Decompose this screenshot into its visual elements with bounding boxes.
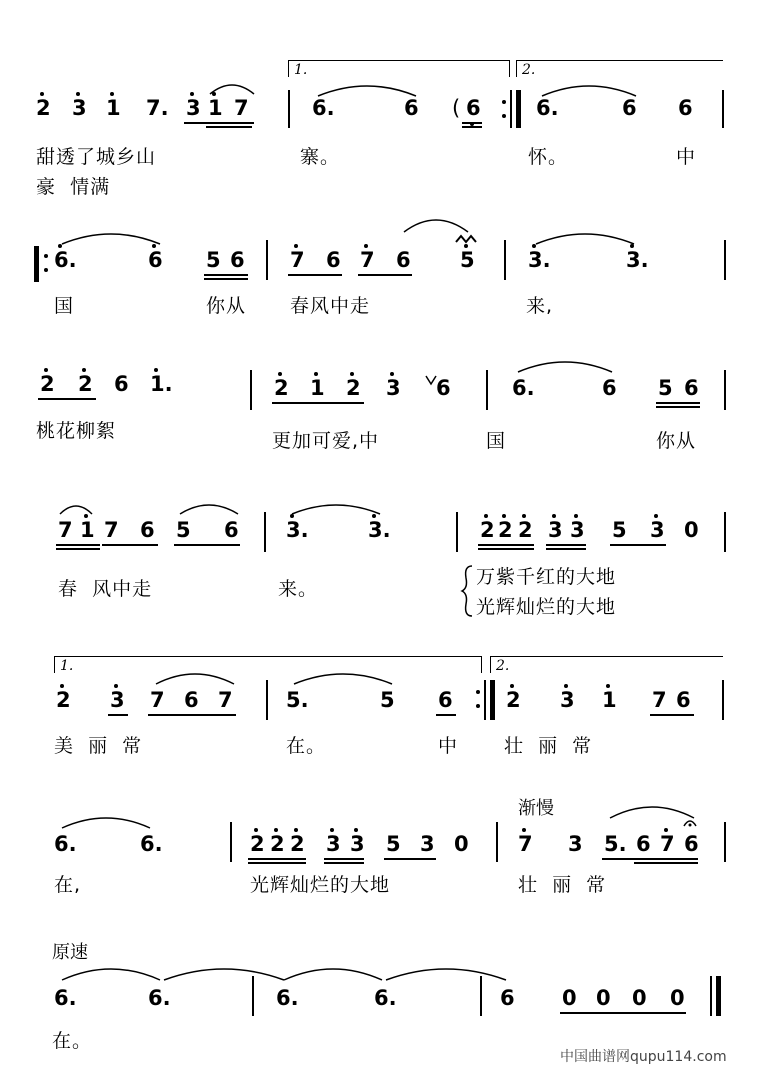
note: 5: [380, 688, 395, 712]
volta-label: 2.: [522, 62, 536, 78]
underline: [56, 548, 100, 550]
underline: [384, 858, 436, 860]
tie: [512, 356, 618, 376]
barline: [510, 90, 512, 128]
octave-dot: [190, 92, 194, 96]
barline: [722, 90, 724, 128]
note: 3: [72, 96, 87, 120]
barline: [496, 822, 498, 862]
tie: [288, 668, 398, 688]
lyric: 在。: [286, 735, 327, 757]
barline: [266, 680, 268, 720]
note: 6.: [276, 986, 299, 1010]
octave-dot: [522, 514, 526, 518]
octave-dot: [254, 828, 258, 832]
octave-dot: [40, 92, 44, 96]
underline: [148, 714, 236, 716]
tie: [56, 812, 156, 832]
underline: [174, 544, 240, 546]
lyric: 在。: [52, 1030, 93, 1052]
octave-dot: [278, 372, 282, 376]
octave-dot: [502, 514, 506, 518]
barline: [504, 240, 506, 280]
underline: [602, 858, 698, 860]
barline: [486, 370, 488, 410]
note: 2: [498, 518, 513, 542]
octave-dot: [564, 684, 568, 688]
underline: [324, 862, 364, 864]
note: 2: [346, 376, 361, 400]
note: 6: [622, 96, 637, 120]
note: 5.: [286, 688, 309, 712]
octave-dot: [110, 92, 114, 96]
note: 5: [460, 248, 475, 272]
octave-dot: [354, 828, 358, 832]
lyric: 春风中走: [290, 295, 371, 317]
lyric-brace: [460, 564, 474, 618]
note: 6: [326, 248, 341, 272]
underline: [108, 714, 128, 716]
note: 7: [652, 688, 667, 712]
note: 2: [56, 688, 71, 712]
tempo-marking: 渐慢: [518, 798, 554, 819]
repeat-dot: [44, 254, 48, 258]
note: 2: [506, 688, 521, 712]
note: 0: [596, 986, 611, 1010]
barline: [264, 512, 266, 552]
final-barline: [716, 976, 721, 1016]
tie: [380, 962, 512, 984]
note: 1: [602, 688, 617, 712]
octave-dot: [60, 684, 64, 688]
lyric: 你从: [206, 295, 247, 317]
note: 6.: [140, 832, 163, 856]
lyric: 怀。: [528, 146, 569, 168]
note: 6.: [312, 96, 335, 120]
note: 6.: [54, 832, 77, 856]
underline: [248, 858, 306, 860]
note: 6.: [512, 376, 535, 400]
note: 0: [684, 518, 699, 542]
barline: [252, 976, 254, 1016]
underline: [478, 544, 534, 546]
underline: [102, 544, 158, 546]
note: 6: [678, 96, 693, 120]
lyric: 中: [676, 146, 697, 168]
underline: [204, 278, 248, 280]
barline: [250, 370, 252, 410]
barline: [710, 976, 712, 1016]
underline: [546, 548, 586, 550]
note: 3: [110, 688, 125, 712]
note: 1: [208, 96, 223, 120]
note: 1.: [150, 372, 173, 396]
lyric: 来,: [526, 295, 554, 317]
barline: [288, 90, 290, 128]
note: 5: [658, 376, 673, 400]
note: 3: [326, 832, 341, 856]
barline: [484, 680, 486, 720]
tie: [286, 500, 386, 518]
note: 3.: [368, 518, 391, 542]
lyric: 壮 丽 常: [518, 874, 607, 896]
note: 7: [518, 832, 533, 856]
octave-dot: [522, 828, 526, 832]
underline: [272, 402, 364, 404]
note: 6: [404, 96, 419, 120]
lyric: 甜透了城乡山: [36, 146, 157, 168]
note: 1: [106, 96, 121, 120]
lyric: 豪 情满: [36, 176, 111, 198]
lyric: 你从: [656, 430, 697, 452]
octave-dot: [654, 514, 658, 518]
breath-mark: [424, 374, 438, 386]
volta-label: 1.: [60, 658, 74, 674]
underline: [204, 274, 248, 276]
note: 6.: [54, 248, 77, 272]
octave-dot: [364, 244, 368, 248]
barline: [456, 512, 458, 552]
barline: [480, 976, 482, 1016]
repeat-dot: [502, 114, 506, 118]
barline: [724, 370, 726, 410]
octave-dot: [390, 372, 394, 376]
fermata-icon: [682, 816, 698, 828]
lyric: 中: [438, 735, 459, 757]
note: 6: [230, 248, 245, 272]
note: 3: [650, 518, 665, 542]
underline: [462, 126, 482, 128]
note: 0: [632, 986, 647, 1010]
note: 3: [350, 832, 365, 856]
barline: [230, 822, 232, 862]
repeat-dot: [476, 690, 480, 694]
note: 5: [612, 518, 627, 542]
octave-dot: [552, 514, 556, 518]
tie: [56, 962, 166, 984]
note: 3.: [528, 248, 551, 272]
lyric: 寨。: [300, 146, 341, 168]
lyric: 国: [486, 430, 507, 452]
note: 0: [562, 986, 577, 1010]
tie: [530, 228, 640, 248]
barline: [724, 822, 726, 862]
octave-dot: [294, 828, 298, 832]
note: 2: [36, 96, 51, 120]
repeat-dot: [502, 100, 506, 104]
lyric: 国: [54, 295, 75, 317]
octave-dot: [114, 684, 118, 688]
lyric: 来。: [278, 578, 319, 600]
octave-dot: [44, 368, 48, 372]
note: 6: [396, 248, 411, 272]
note: 2: [518, 518, 533, 542]
barline: [724, 512, 726, 552]
volta-label: 1.: [294, 62, 308, 78]
volta-label: 2.: [496, 658, 510, 674]
tie: [278, 962, 388, 984]
note: 7: [58, 518, 73, 542]
note: 1: [80, 518, 95, 542]
tempo-marking: 原速: [52, 942, 88, 963]
slur: [206, 78, 258, 98]
slur: [400, 212, 472, 236]
note: 7: [104, 518, 119, 542]
note: 6.: [148, 986, 171, 1010]
volta-bracket-1: [54, 656, 482, 673]
note: 3: [420, 832, 435, 856]
lyric: 在,: [54, 874, 82, 896]
barline: [266, 240, 268, 280]
note: 6: [684, 832, 699, 856]
underline: [56, 544, 100, 546]
lyric: 美 丽 常: [54, 735, 143, 757]
note: 7: [234, 96, 249, 120]
note: 6: [438, 688, 453, 712]
octave-dot: [154, 368, 158, 372]
slur: [176, 500, 242, 518]
note: 0: [454, 832, 469, 856]
note: 7: [150, 688, 165, 712]
note: 1: [310, 376, 325, 400]
note: 6: [224, 518, 239, 542]
lyric: 万紫千红的大地: [476, 566, 617, 588]
octave-dot: [350, 372, 354, 376]
note: 3.: [626, 248, 649, 272]
underline: [358, 274, 412, 276]
note: 3: [548, 518, 563, 542]
underline: [436, 714, 456, 716]
lyric: 壮 丽 常: [504, 735, 593, 757]
volta-bracket-2: [516, 60, 723, 77]
note: 2: [270, 832, 285, 856]
octave-dot: [606, 684, 610, 688]
underline: [462, 122, 482, 124]
underline: [650, 714, 694, 716]
site-watermark: 中国曲谱网qupu114.com: [560, 1049, 727, 1065]
note: 5: [206, 248, 221, 272]
note: 2: [40, 372, 55, 396]
note: 3: [568, 832, 583, 856]
slur: [56, 500, 96, 518]
mordent: [454, 234, 480, 244]
note: 7: [660, 832, 675, 856]
lyric: 光辉灿烂的大地: [250, 874, 391, 896]
note: 5: [176, 518, 191, 542]
underline: [248, 862, 306, 864]
octave-dot: [330, 828, 334, 832]
repeat-barline: [490, 680, 495, 720]
underline: [610, 544, 666, 546]
underline: [560, 1012, 686, 1014]
octave-dot: [76, 92, 80, 96]
underline: [184, 122, 254, 124]
underline: [324, 858, 364, 860]
note: 6.: [374, 986, 397, 1010]
octave-dot: [314, 372, 318, 376]
octave-dot: [82, 368, 86, 372]
note: 3: [570, 518, 585, 542]
note: 2: [274, 376, 289, 400]
note: 7: [360, 248, 375, 272]
note: 6: [114, 372, 129, 396]
note: 5: [386, 832, 401, 856]
lyric: 光辉灿烂的大地: [476, 596, 617, 618]
slur: [152, 668, 238, 688]
repeat-dot: [44, 268, 48, 272]
tie: [158, 962, 290, 984]
volta-bracket-2: [490, 656, 723, 673]
lyric: 桃花柳絮: [36, 420, 117, 442]
underline: [206, 126, 252, 128]
repeat-start-barline: [34, 246, 39, 282]
tie: [312, 80, 422, 100]
lyric: 春 风中走: [58, 578, 153, 600]
note: 2: [290, 832, 305, 856]
octave-dot: [510, 684, 514, 688]
note: 5.: [604, 832, 627, 856]
note: 7: [290, 248, 305, 272]
note: (: [452, 96, 461, 120]
underline: [656, 406, 700, 408]
note: 7: [218, 688, 233, 712]
underline: [656, 402, 700, 404]
volta-bracket-1: [288, 60, 510, 77]
note: 6: [140, 518, 155, 542]
note: 6: [500, 986, 515, 1010]
underline: [38, 398, 96, 400]
underline: [478, 548, 534, 550]
note: 0: [670, 986, 685, 1010]
tie: [56, 228, 166, 248]
octave-dot: [274, 828, 278, 832]
barline: [724, 240, 726, 280]
note: 3: [386, 376, 401, 400]
repeat-dot: [476, 704, 480, 708]
underline: [634, 862, 698, 864]
barline: [722, 680, 724, 720]
note: 3: [186, 96, 201, 120]
note: 6: [466, 96, 481, 120]
octave-dot: [464, 244, 468, 248]
octave-dot: [294, 244, 298, 248]
note: 6: [636, 832, 651, 856]
note: 2: [78, 372, 93, 396]
note: 7.: [146, 96, 169, 120]
note: 3: [560, 688, 575, 712]
note: 2: [480, 518, 495, 542]
octave-dot: [574, 514, 578, 518]
tie: [536, 80, 642, 100]
underline: [546, 544, 586, 546]
note: 6: [148, 248, 163, 272]
repeat-barline: [516, 90, 521, 128]
note: 6: [184, 688, 199, 712]
note: 6.: [54, 986, 77, 1010]
underline: [288, 274, 342, 276]
note: 6: [436, 376, 451, 400]
note: 6: [602, 376, 617, 400]
note: 3.: [286, 518, 309, 542]
note: 2: [250, 832, 265, 856]
octave-dot: [484, 514, 488, 518]
lyric: 更加可爱,中: [272, 430, 380, 452]
note: 6: [684, 376, 699, 400]
octave-dot: [664, 828, 668, 832]
note: 6.: [536, 96, 559, 120]
note: 6: [676, 688, 691, 712]
